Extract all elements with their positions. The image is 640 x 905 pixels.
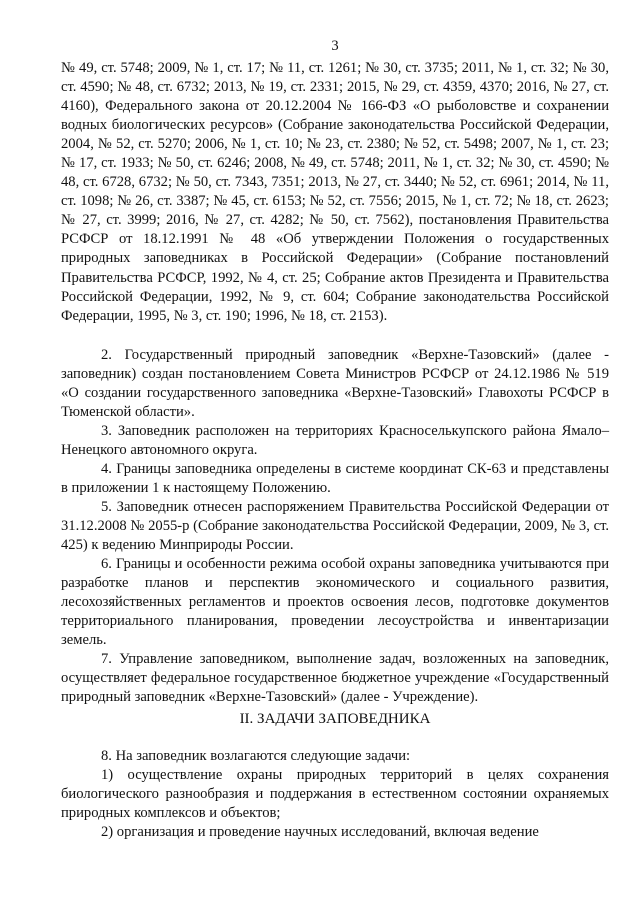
paragraph-8-item-1: 1) осуществление охраны природных территорий в целях сохранения биологического разнообразия и поддержания в естественном состоянии охраняемых природных комплексов и объектов;	[61, 767, 609, 822]
paragraph-4: 4. Границы заповедника определены в системе координат СК-63 и представлены в приложении 1 к настоящему Положению.	[61, 461, 609, 497]
page-number: 3	[331, 38, 339, 54]
section-heading: II. ЗАДАЧИ ЗАПОВЕДНИКА	[239, 711, 431, 727]
paragraph-8-item-2: 2) организация и проведение научных исследований, включая ведение	[101, 824, 539, 840]
paragraph-2: 2. Государственный природный заповедник «Верхне-Тазовский» (далее - заповедник) создан постановлением Совета Министров РСФСР от 24.12.1986 № 519 «О создании государственного заповедника «Верхне-Тазовский» Главохоты РСФСР в Тюменской области».	[61, 347, 609, 421]
paragraph-7: 7. Управление заповедником, выполнение задач, возложенных на заповедник, осуществляет федеральное государственное бюджетное учреждение «Государственный природный заповедник «Верхне-Тазовский» (далее - Учреждение).	[61, 651, 609, 706]
paragraph-6: 6. Границы и особенности режима особой охраны заповедника учитываются при разработке планов и перспектив экономического и социального развития, лесохозяйственных регламентов и проектов освоения лесов, подготовке документов территориального планирования, проведении лесоустройства и инвентаризации земель.	[61, 556, 609, 649]
paragraph-3: 3. Заповедник расположен на территориях Красноселькупского района Ямало–Ненецкого автономного округа.	[61, 423, 609, 459]
paragraph-5: 5. Заповедник отнесен распоряжением Правительства Российской Федерации от 31.12.2008 № 2055-р (Собрание законодательства Российской Федерации, 2009, № 3, ст. 425) к ведению Минприроды России.	[61, 499, 609, 554]
paragraph-8: 8. На заповедник возлагаются следующие задачи:	[101, 748, 411, 764]
paragraph-continuation: № 49, ст. 5748; 2009, № 1, ст. 17; № 11, ст. 1261; № 30, ст. 3735; 2011, № 1, ст. 32; № 30, ст. 4590; № 48, ст. 6732; 2013, № 19, ст. 2331; 2015, № 29, ст. 4359, 4370; 2016, № 27, ст. 4160), Федерального закона от 20.12.2004 № 166-ФЗ «О рыболовстве и сохранении водных биологических ресурсов» (Собрание законодательства Российской Федерации, 2004, № 52, ст. 5270; 2006, № 1, ст. 10; № 23, ст. 2380; № 52, ст. 5498; 2007, № 1, ст. 23; № 17, ст. 1933; № 50, ст. 6246; 2008, № 49, ст. 5748; 2011, № 1, ст. 32; № 30, ст. 4590; № 48, ст. 6728, 6732; № 50, ст. 7343, 7351; 2013, № 27, ст. 3440; № 52, ст. 6961; 2014, № 11, ст. 1098; № 26, ст. 3387; № 45, ст. 6153; № 52, ст. 7556; 2015, № 1, ст. 72; № 18, ст. 2623; № 27, ст. 3999; 2016, № 27, ст. 4282; № 50, ст. 7562), постановления Правительства РСФСР от 18.12.1991 № 48 «Об утверждении Положения о государственных природных заповедниках в Российской Федерации» (Собрание постановлений Правительства РСФСР, 1992, № 4, ст. 25; Собрание актов Президента и Правительства Российской Федерации, 1992, № 9, ст. 604; Собрание законодательства Российской Федерации, 1995, № 3, ст. 190; 1996, № 18, ст. 2153).	[61, 60, 609, 324]
